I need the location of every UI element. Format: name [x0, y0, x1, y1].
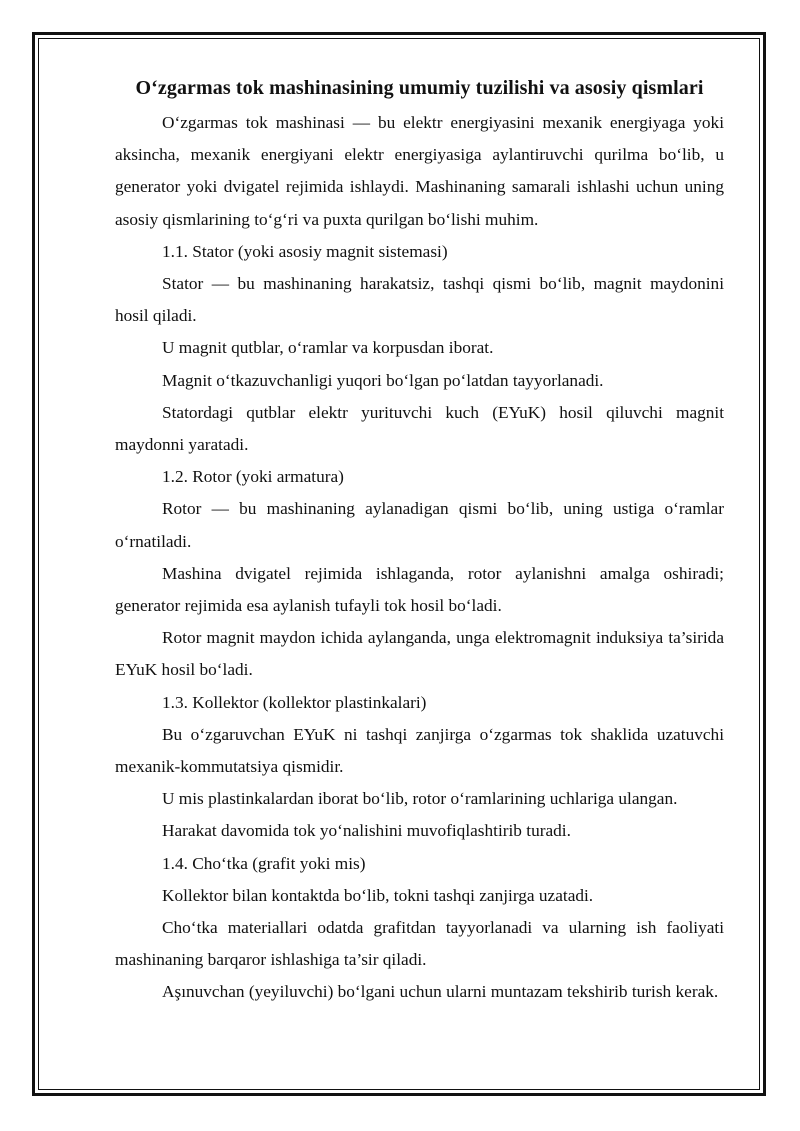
paragraph-intro: O‘zgarmas tok mashinasi — bu elektr energiyasini mexanik energiyaga yoki aksincha, mexanik energiyani elektr energiyasiga aylantiruvchi qurilma bo‘lib, u generator yoki dvigatel rejimida ishlaydi. Mashinaning samarali ishlashi uchun uning asosiy qismlarining to‘g‘ri va puxta qurilgan bo‘lishi muhim. [115, 113, 724, 229]
paragraph-stator-definition: Stator — bu mashinaning harakatsiz, tashqi qismi bo‘lib, magnit maydonini hosil qiladi. [115, 274, 724, 326]
paragraph-rotor-definition: Rotor — bu mashinaning aylanadigan qismi bo‘lib, uning ustiga o‘ramlar o‘rnatiladi. [115, 499, 724, 551]
paragraph-collector-definition: Bu o‘zgaruvchan EYuK ni tashqi zanjirga o‘zgarmas tok shaklida uzatuvchi mexanik-kommutatsiya qismidir. [115, 724, 724, 777]
document-title: O‘zgarmas tok mashinasining umumiy tuzilishi va asosiy qismlari [135, 77, 704, 99]
paragraph-stator-material: Magnit o‘tkazuvchanligi yuqori bo‘lgan po‘latdan tayyorlanadi. [162, 370, 604, 390]
heading-rotor: 1.2. Rotor (yoki armatura) [162, 467, 344, 487]
paragraph-rotor-induction: Rotor magnit maydon ichida aylanganda, unga elektromagnit induksiya ta’sirida EYuK hosil bo‘ladi. [115, 628, 724, 680]
paragraph-brush-material: Cho‘tka materiallari odatda grafitdan tayyorlanadi va ularning ish faoliyati mashinaning barqaror ishlashiga ta’sir qiladi. [115, 918, 724, 970]
paragraph-stator-parts: U magnit qutblar, o‘ramlar va korpusdan iborat. [162, 338, 494, 358]
document-body [115, 72, 724, 1009]
paragraph-brush-contact: Kollektor bilan kontaktda bo‘lib, tokni tashqi zanjirga uzatadi. [162, 885, 594, 905]
paragraph-brush-wear: Aşınuvchan (yeyiluvchi) bo‘lgani uchun ularni muntazam tekshirib turish kerak. [162, 982, 719, 1002]
paragraph-collector-plates: U mis plastinkalardan iborat bo‘lib, rotor o‘ramlarining uchlariga ulangan. [162, 789, 678, 809]
heading-collector: 1.3. Kollektor (kollektor plastinkalari) [162, 692, 427, 712]
paragraph-rotor-modes: Mashina dvigatel rejimida ishlaganda, rotor aylanishni amalga oshiradi; generator rejimida esa aylanish tufayli tok hosil bo‘ladi. [115, 563, 724, 616]
paragraph-stator-poles: Statordagi qutblar elektr yurituvchi kuch (EYuK) hosil qiluvchi magnit maydonni yaratadi. [115, 402, 724, 455]
paragraph-collector-direction: Harakat davomida tok yo‘nalishini muvofiqlashtirib turadi. [162, 821, 571, 841]
heading-brush: 1.4. Cho‘tka (grafit yoki mis) [162, 853, 366, 873]
heading-stator: 1.1. Stator (yoki asosiy magnit sistemasi) [162, 241, 448, 261]
